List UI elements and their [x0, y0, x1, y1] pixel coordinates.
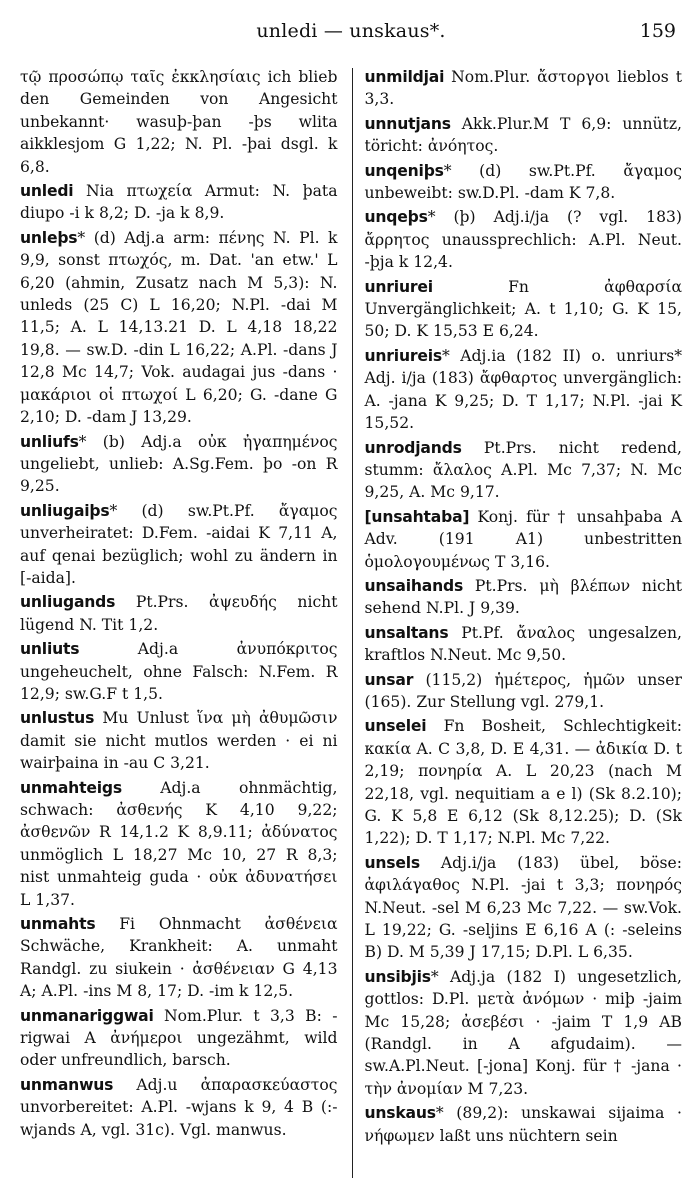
dictionary-entry [365, 575, 683, 620]
left-column [20, 66, 352, 1178]
dictionary-entry [20, 638, 338, 705]
page-number: 159 [639, 20, 676, 42]
entry-headword: unqeþs [364, 208, 428, 227]
dictionary-entry [365, 276, 683, 343]
entry-headword: unliufs [20, 432, 79, 451]
entry-headword: [unsahtaba] [364, 507, 470, 526]
dictionary-entry [365, 437, 683, 504]
dictionary-entry [20, 591, 338, 636]
dictionary-entry [365, 715, 683, 849]
entry-text: Nom.Plur. ἄστοργοι lieblos t 3,3. [364, 68, 682, 109]
entry-headword: unsaltans [364, 623, 449, 642]
entry-text: Adj.i/ja (183) übel, böse: ἀφιλάγαθος N.Pl. -jai t 3,3; πονηρός N.Neut. -sel M 6,23 Mc 7,22. — sw.Vok. L 19,22; G. -seljins E 6,16 A (: -seleins B) D. M 5,39 J 17,15; D.Pl. L 6,35. [364, 853, 682, 962]
entry-text: Fn ἀφθαρσία Unvergänglichkeit; A. t 1,10; G. K 15, 50; D. K 15,53 E 6,24. [364, 277, 682, 341]
entry-headword: unledi [20, 182, 74, 201]
dictionary-entry [365, 506, 683, 573]
running-head: unledi — unskaus*. [256, 20, 446, 42]
entry-headword: unmildjai [364, 68, 445, 86]
entry-headword: unriurei [364, 277, 433, 296]
right-column [353, 66, 683, 1178]
entry-text: * Adj.ia (182 II) o. unriurs* Adj. i/ja (183) ἄφθαρτος unvergänglich: A. -jana K 9,25; D. T 1,17; N.Pl. -jai K 15,52. [364, 346, 682, 433]
entry-text: * (d) sw.Pt.Pf. ἄγαμος unbeweibt: sw.D.Pl. -dam K 7,8. [364, 161, 682, 203]
entry-headword: unskaus [364, 1104, 436, 1123]
entry-text: Adj.a ohnmächtig, schwach: ἀσθενής K 4,10 9,22; ἀσθενῶν R 14,1.2 K 8,9.11; ἀδύνατος unmöglich L 18,27 Mc 10, 27 R 8,3; nist unmahteig guda · οὐκ ἀδυνατήσει L 1,37. [20, 778, 338, 909]
dictionary-entry [365, 206, 683, 273]
entry-headword: unqeniþs [364, 161, 444, 180]
entry-text: Nom.Plur. t 3,3 B: -rigwai A ἀνήμεροι ungezähmt, wild oder unfreundlich, barsch. [20, 1006, 338, 1070]
entry-headword: unnutjans [364, 114, 451, 133]
dictionary-entry [20, 1005, 338, 1072]
entry-text: * (d) Adj.a arm: πένης N. Pl. k 9,9, sonst πτωχός, m. Dat. 'an etw.' L 6,20 (ahmin, Zusatz nach M 5,3): N. unleds (25 C) L 16,20; N.Pl. -dai M 11,5; A. L 14,13.21 D. L 4,18 18,22 19,8. — sw.D. -din L 16,22; A.Pl. -dans J 12,8 Mc 14,7; Vok. audagai jus -dans · μακάριοι οἱ πτωχοί L 6,20; G. -dane G 2,10; D. -dam J 13,29. [20, 228, 338, 427]
dictionary-entry [20, 227, 338, 429]
dictionary-entry [365, 66, 683, 111]
dictionary-entry [20, 707, 338, 774]
dictionary-entry [20, 500, 338, 590]
entry-headword: unriureis [364, 346, 442, 365]
entry-headword: unsar [364, 670, 414, 689]
dictionary-entry [20, 777, 338, 911]
entry-text: Pt.Prs. nicht redend, stumm: ἄλαλος A.Pl. Mc 7,37; N. Mc 9,25, A. Mc 9,17. [364, 438, 682, 502]
dictionary-entry [20, 180, 338, 225]
entry-headword: unliugands [20, 593, 116, 612]
entry-text: Fi Ohnmacht ἀσθένεια Schwäche, Krankheit: A. unmaht Randgl. zu siukein · ἀσθένειαν G 4,13 A; A.Pl. -ins M 8, 17; D. -im k 12,5. [20, 915, 338, 1001]
dictionary-entry [365, 160, 683, 205]
entry-text: Adj.u ἀπαρασκεύαστος unvorbereitet: A.Pl. -wjans k 9, 4 B (:-wjands A, vgl. 31c). Vgl. manwus. [20, 1075, 338, 1139]
entry-text: * (þ) Adj.i/ja (? vgl. 183) ἄρρητος unaussprechlich: A.Pl. Neut. -þja k 12,4. [364, 208, 682, 272]
entry-headword: unliugaiþs [20, 501, 110, 520]
entry-headword: unsels [364, 853, 420, 872]
entry-headword: unlustus [20, 709, 95, 728]
entry-text: Pt.Pf. ἄναλος ungesalzen, kraftlos N.Neut. Mc 9,50. [364, 623, 682, 665]
entry-text: τῷ προσώπῳ ταῖς ἐκκλησίαις ich blieb den Gemeinden von Angesicht unbekannt· wasuþ-þan -þs wlita aikklesjom G 1,22; N. Pl. -þai dsgl. k 6,8. [20, 68, 338, 176]
entry-headword: unsaihands [364, 576, 464, 595]
dictionary-entry [365, 622, 683, 667]
entry-headword: unliuts [20, 640, 80, 659]
entry-text: * (d) sw.Pt.Pf. ἄγαμος unverheiratet: D.Fem. -aidai K 7,11 A, auf qenai bezüglich; wohl zu ändern in [-aida]. [20, 501, 338, 587]
entry-text: Pt.Prs. ἀψευδής nicht lügend N. Tit 1,2. [20, 593, 338, 634]
entry-headword: unrodjands [364, 438, 462, 457]
dictionary-entry [365, 1102, 683, 1147]
entry-headword: unmahts [20, 915, 96, 934]
entry-text: (115,2) ἡμέτερος, ἡμῶν unser (165). Zur Stellung vgl. 279,1. [364, 670, 682, 711]
entry-text: * Adj.ja (182 I) ungesetzlich, gottlos: D.Pl. μετὰ ἀνόμων · miþ -jaim Mc 15,28; ἀσεβέσι · -jaim T 1,9 AB (Randgl. in A afgudaim). — sw.A.Pl.Neut. [-jona] Konj. für † -jana · τὴν ἀνομίαν M 7,23. [364, 967, 682, 1098]
dictionary-entry [20, 1074, 338, 1141]
entry-headword: unsibjis [364, 967, 431, 986]
dictionary-entry [20, 431, 338, 498]
entry-text: Adj.a ἀνυπόκριτος ungeheuchelt, ohne Falsch: N.Fem. R 12,9; sw.G.F t 1,5. [20, 640, 338, 703]
entry-text: Mu Unlust ἵνα μὴ ἀθυμῶσιν damit sie nicht mutlos werden · ei ni wairþaina in -au C 3,21. [20, 709, 338, 773]
dictionary-entry [365, 113, 683, 158]
dictionary-entry [365, 345, 683, 435]
entry-text: Konj. für † unsahþaba A Adv. (191 A1) unbestritten ὁμολογουμένως T 3,16. [364, 507, 682, 571]
entry-text: Akk.Plur.M T 6,9: unnütz, töricht: ἀνόητος. [364, 114, 682, 156]
entry-headword: unmanwus [20, 1075, 114, 1094]
dictionary-entry [365, 852, 683, 964]
page-header [20, 14, 682, 48]
entry-headword: unselei [364, 717, 427, 736]
dictionary-entry [365, 669, 683, 714]
entry-text: * (89,2): unskawai sijaima · νήφωμεν laßt uns nüchtern sein [364, 1104, 682, 1145]
dictionary-entry [20, 66, 338, 178]
dictionary-entry [20, 913, 338, 1003]
entry-text: Pt.Prs. μὴ βλέπων nicht sehend N.Pl. J 9,39. [364, 576, 682, 618]
dictionary-entry [365, 966, 683, 1100]
entry-text: Fn Bosheit, Schlechtigkeit: κακία A. C 3,8, D. E 4,31. — ἀδικία D. t 2,19; πονηρία A. L 20,23 (nach M 22,18, vgl. nequitiam a e l) (Sk 8.2.10); G. K 5,8 E 6,12 (Sk 8,12.25); D. (Sk 1,22); D. T 1,17; N.Pl. Mc 7,22. [364, 717, 682, 848]
entry-text: Nia πτωχεία Armut: N. þata diupo -i k 8,2; D. -ja k 8,9. [20, 182, 338, 223]
entry-text: * (b) Adj.a οὐκ ἠγαπημένος ungeliebt, unlieb: A.Sg.Fem. þo -on R 9,25. [20, 432, 338, 496]
two-column-body [20, 66, 682, 1178]
entry-headword: unmahteigs [20, 778, 122, 797]
entry-headword: unleþs [20, 228, 78, 247]
entry-headword: unmanariggwai [20, 1006, 154, 1025]
